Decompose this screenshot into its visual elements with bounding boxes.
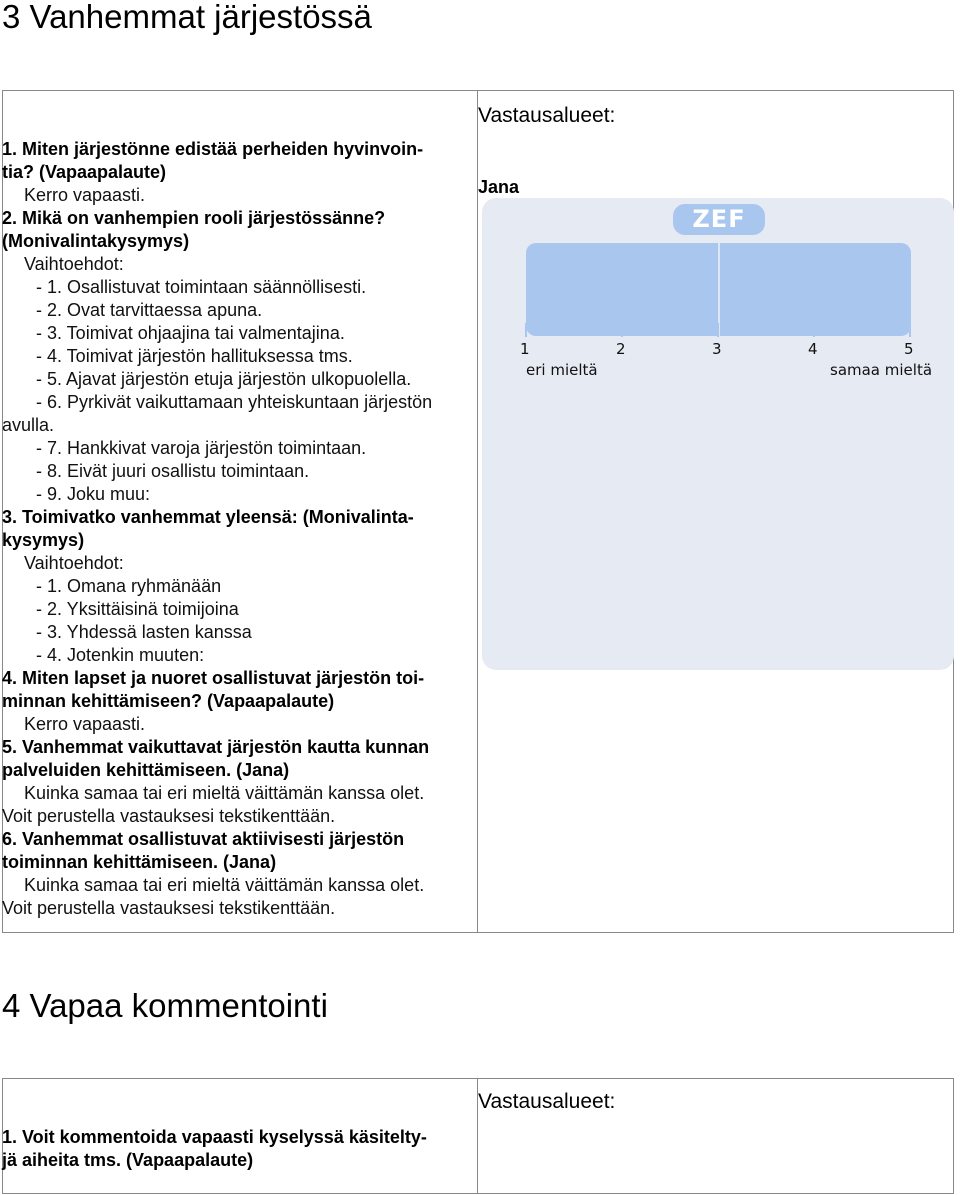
question-text: 4. Miten lapset ja nuoret osallistuvat järjestön toi- <box>2 668 425 688</box>
question-detail: Kerro vapaasti. <box>24 185 146 205</box>
section-3-title: 3 Vanhemmat järjestössä <box>2 0 372 35</box>
question-text: tia? (Vapaapalaute) <box>2 162 167 182</box>
scale-tick <box>621 323 623 337</box>
question-text: toiminnan kehittämiseen. (Jana) <box>2 852 277 872</box>
scale-tick <box>717 323 719 337</box>
answer-areas-heading: Vastausalueet: <box>478 1090 616 1113</box>
question-detail: Voit perustella vastauksesi tekstikenttään. <box>2 806 336 826</box>
scale-tick <box>813 323 815 337</box>
section-3-questions <box>2 138 474 920</box>
scale-number-1: 1 <box>520 340 530 358</box>
question-detail: - 5. Ajavat järjestön etuja järjestön ulkopuolella. <box>36 369 412 389</box>
section-4-answer-areas <box>478 1090 615 1114</box>
question-text: 1. Voit kommentoida vapaasti kyselyssä käsitelty- <box>2 1127 427 1147</box>
section-4-title: 4 Vapaa kommentointi <box>2 987 328 1024</box>
question-detail: Voit perustella vastauksesi tekstikenttään. <box>2 898 336 918</box>
question-text: 2. Mikä on vanhempien rooli järjestössänne? <box>2 208 386 228</box>
question-text: (Monivalintakysymys) <box>2 231 190 251</box>
scale-number-4: 4 <box>808 340 818 358</box>
question-detail: - 8. Eivät juuri osallistu toimintaan. <box>36 461 310 481</box>
question-detail: - 3. Toimivat ohjaajina tai valmentajina. <box>36 323 345 343</box>
zef-logo: ZEF <box>673 204 765 235</box>
question-detail: - 9. Joku muu: <box>36 484 151 504</box>
question-detail: - 7. Hankkivat varoja järjestön toimintaan. <box>36 438 367 458</box>
question-detail: - 2. Yksittäisinä toimijoina <box>36 599 239 619</box>
question-detail: - 2. Ovat tarvittaessa apuna. <box>36 300 263 320</box>
question-text: palveluiden kehittämiseen. (Jana) <box>2 760 290 780</box>
question-text: 5. Vanhemmat vaikuttavat järjestön kautta kunnan <box>2 737 430 757</box>
answer-type-label: Jana <box>478 177 520 197</box>
scale-tick <box>909 323 911 337</box>
scale-number-2: 2 <box>616 340 626 358</box>
column-divider <box>477 91 478 932</box>
scale-tick <box>525 323 527 337</box>
question-text: kysymys) <box>2 530 85 550</box>
scale-number-5: 5 <box>904 340 914 358</box>
question-detail: Kuinka samaa tai eri mieltä väittämän kanssa olet. <box>24 875 425 895</box>
question-detail: - 3. Yhdessä lasten kanssa <box>36 622 252 642</box>
question-detail: - 1. Osallistuvat toimintaan säännöllisesti. <box>36 277 367 297</box>
scale-left-label: eri mieltä <box>526 361 598 379</box>
question-detail: - 1. Omana ryhmänään <box>36 576 222 596</box>
answer-areas-heading: Vastausalueet: <box>478 104 616 127</box>
question-text: jä aiheita tms. (Vapaapalaute) <box>2 1150 254 1170</box>
question-detail: - 4. Jotenkin muuten: <box>36 645 205 665</box>
question-detail: - 6. Pyrkivät vaikuttamaan yhteiskuntaan järjestön <box>36 392 433 412</box>
question-text: 3. Toimivatko vanhemmat yleensä: (Monivalinta- <box>2 507 414 527</box>
question-detail: avulla. <box>2 415 55 435</box>
question-detail: - 4. Toimivat järjestön hallituksessa tms. <box>36 346 353 366</box>
section-4-questions <box>2 1126 474 1172</box>
question-detail: Vaihtoehdot: <box>24 254 124 274</box>
question-detail: Kerro vapaasti. <box>24 714 146 734</box>
question-detail: Vaihtoehdot: <box>24 553 124 573</box>
scale-number-3: 3 <box>712 340 722 358</box>
section-3-answer-areas <box>478 104 615 198</box>
question-text: 1. Miten järjestönne edistää perheiden hyvinvoin- <box>2 139 424 159</box>
question-detail: Kuinka samaa tai eri mieltä väittämän kanssa olet. <box>24 783 425 803</box>
scale-right-label: samaa mieltä <box>830 361 933 379</box>
question-text: 6. Vanhemmat osallistuvat aktiivisesti järjestön <box>2 829 405 849</box>
question-text: minnan kehittämiseen? (Vapaapalaute) <box>2 691 335 711</box>
